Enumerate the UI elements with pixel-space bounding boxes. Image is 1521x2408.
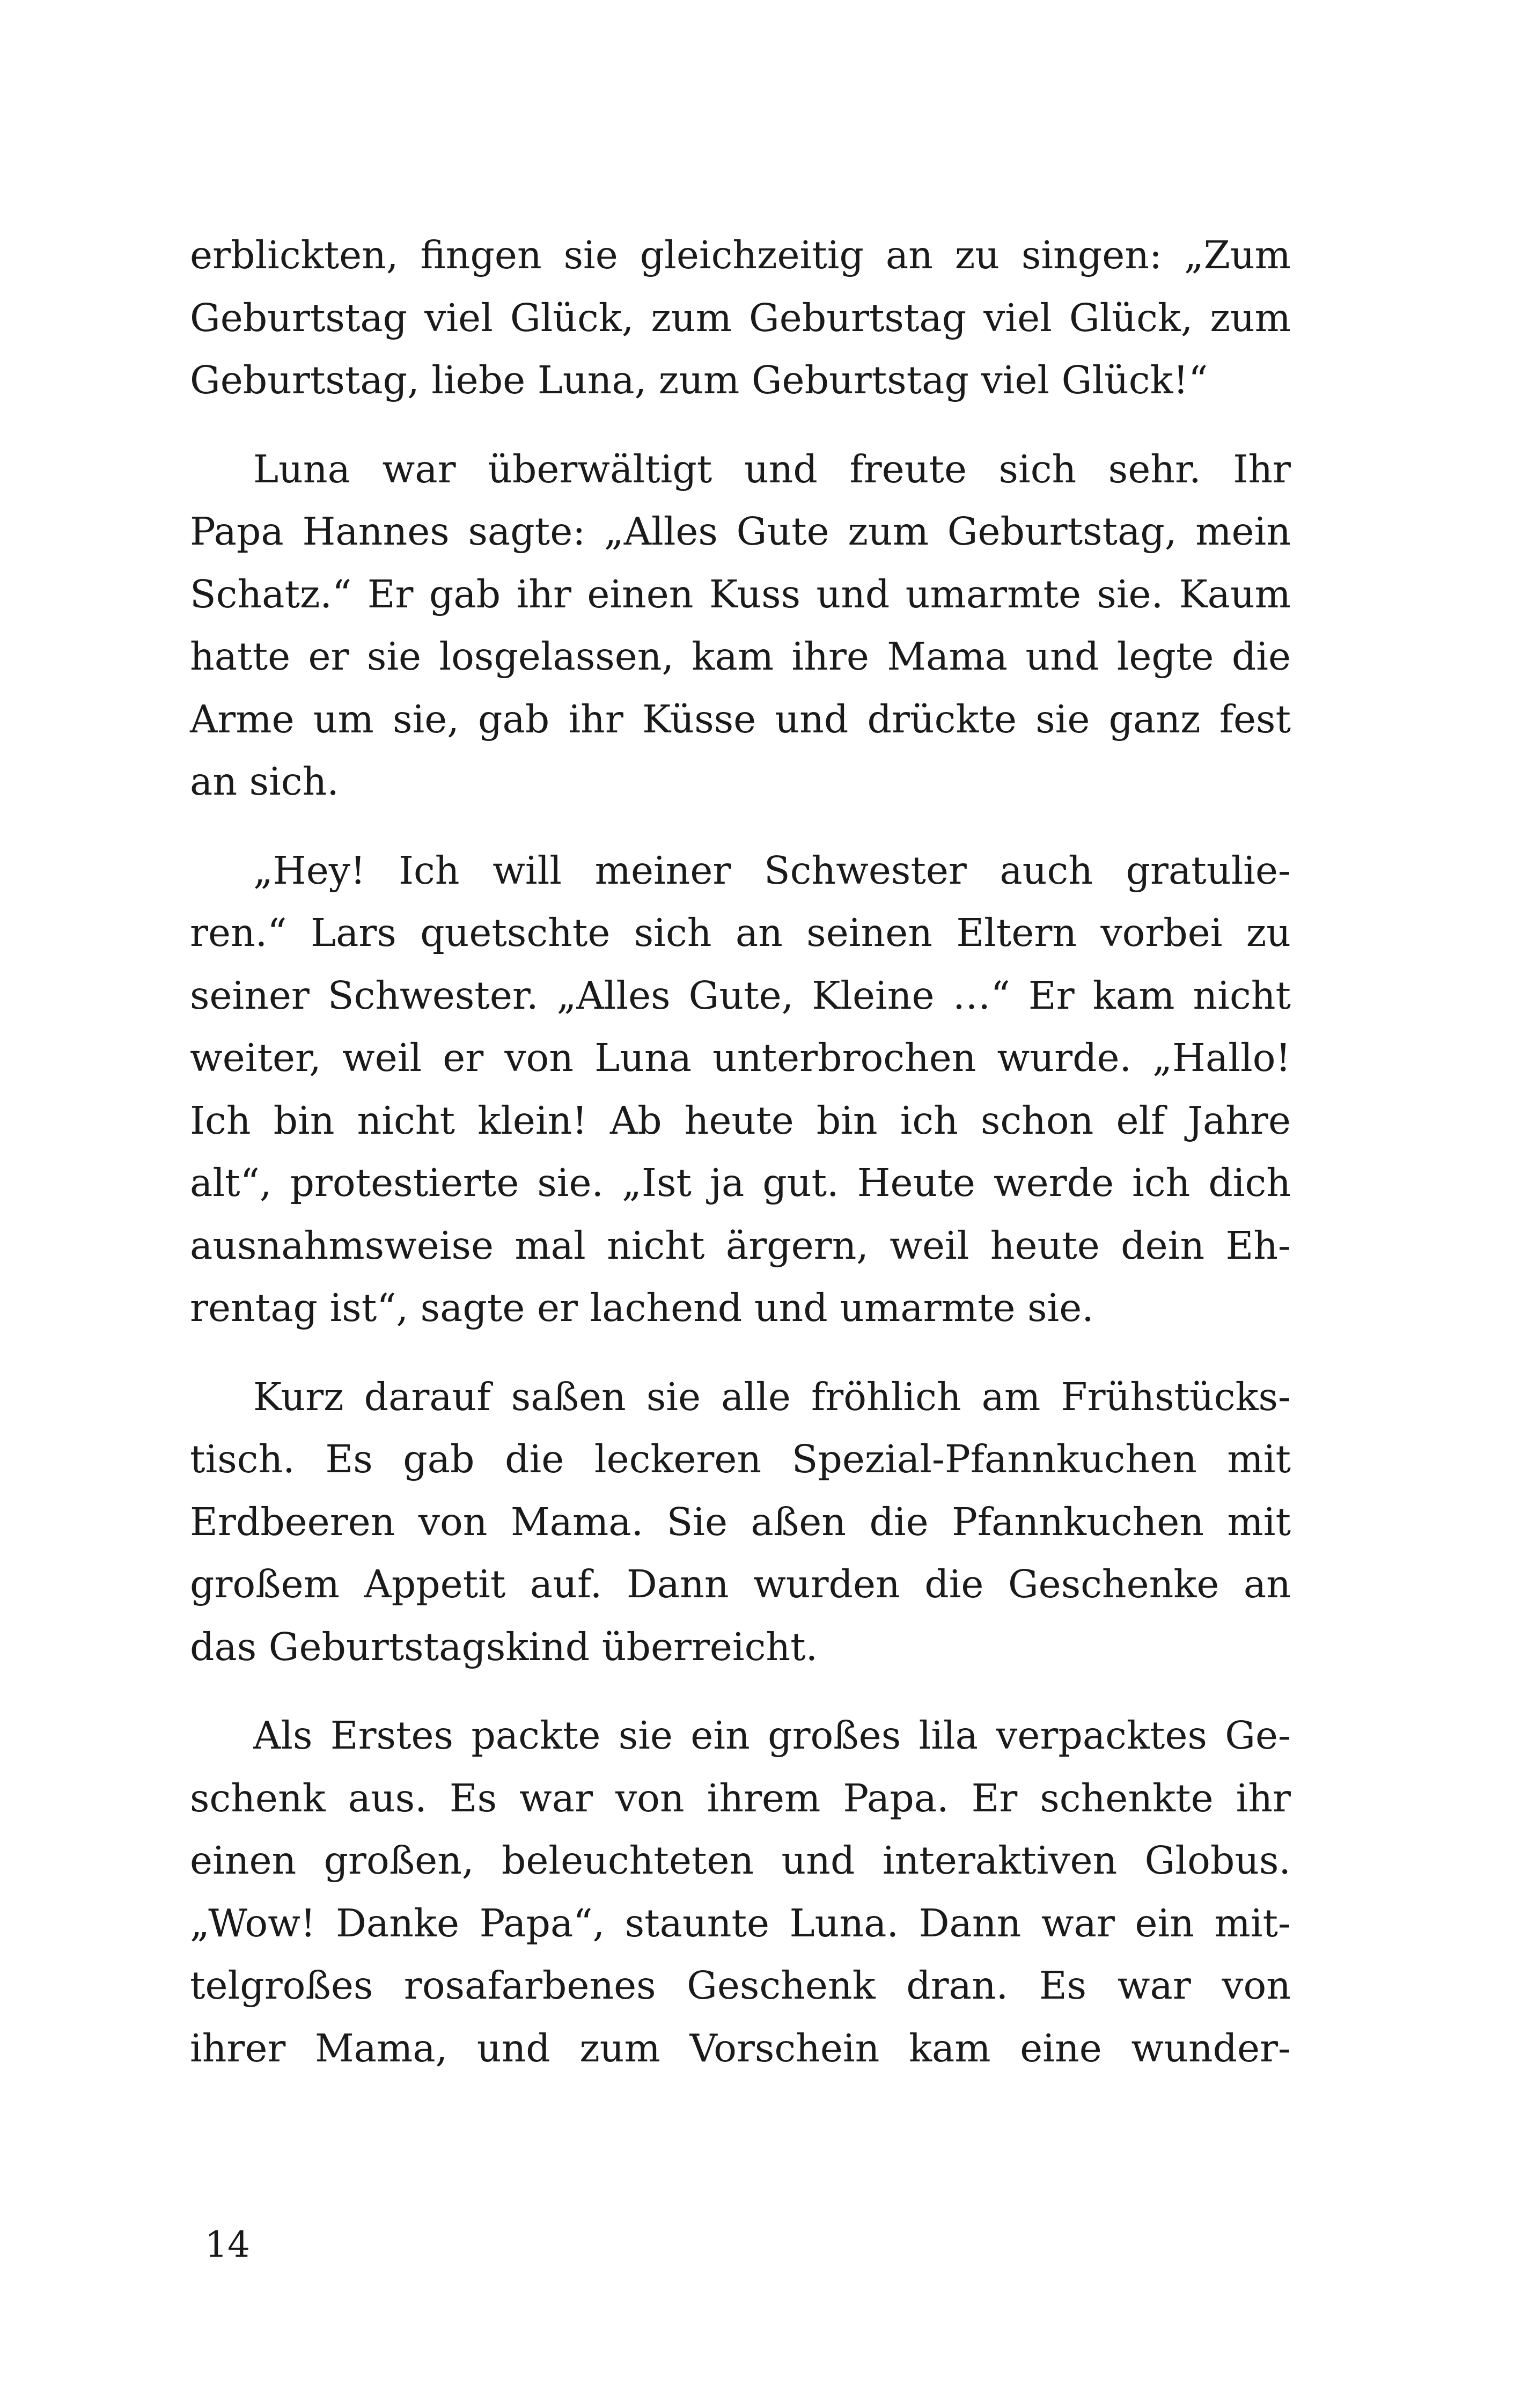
text-line: Geburtstag, liebe Luna, zum Geburtstag viel Glück!“ xyxy=(190,358,1208,402)
text-line: Arme um sie, gab ihr Küsse und drückte sie ganz fest xyxy=(190,696,1291,742)
text-line: tisch. Es gab die leckeren Spezial-Pfannkuchen mit xyxy=(190,1437,1291,1481)
text-line: Schatz.“ Er gab ihr einen Kuss und umarmte sie. Kaum xyxy=(190,571,1291,616)
body-text xyxy=(190,224,1291,2106)
text-line: alt“, protestierte sie. „Ist ja gut. Heute werde ich dich xyxy=(190,1161,1291,1205)
text-line: weiter, weil er von Luna unterbrochen wurde. „Hallo! xyxy=(190,1036,1291,1080)
paragraph-2 xyxy=(190,438,1291,813)
text-line: Luna war überwältigt und freute sich sehr. Ihr xyxy=(253,446,1291,491)
text-line: an sich. xyxy=(190,759,339,804)
paragraph-5 xyxy=(190,1705,1291,2080)
text-line: großem Appetit auf. Dann wurden die Geschenke an xyxy=(190,1562,1291,1606)
text-line: „Wow! Danke Papa“, staunte Luna. Dann war ein mit- xyxy=(190,1900,1291,1946)
text-line: schenk aus. Es war von ihrem Papa. Er schenkte ihr xyxy=(190,1775,1291,1820)
text-line: rentag ist“, sagte er lachend und umarmte sie. xyxy=(190,1286,1094,1330)
text-line: einen großen, beleuchteten und interaktiven Globus. xyxy=(190,1838,1291,1883)
page-number: 14 xyxy=(205,2224,250,2265)
text-line: Ich bin nicht klein! Ab heute bin ich schon elf Jahre xyxy=(190,1098,1291,1143)
text-line: das Geburtstagskind überreicht. xyxy=(190,1624,818,1669)
text-line: Geburtstag viel Glück, zum Geburtstag viel Glück, zum xyxy=(190,295,1291,340)
text-line: Papa Hannes sagte: „Alles Gute zum Geburtstag, mein xyxy=(190,509,1291,554)
paragraph-4 xyxy=(190,1366,1291,1679)
text-line: Als Erstes packte sie ein großes lila verpacktes Ge- xyxy=(253,1713,1291,1758)
text-line: Kurz darauf saßen sie alle fröhlich am Frühstücks- xyxy=(253,1374,1291,1419)
text-line: Erdbeeren von Mama. Sie aßen die Pfannkuchen mit xyxy=(190,1499,1291,1544)
text-line: ausnahmsweise mal nicht ärgern, weil heute dein Eh- xyxy=(190,1223,1291,1268)
paragraph-1 xyxy=(190,224,1291,412)
paragraph-3 xyxy=(190,840,1291,1340)
text-line: telgroßes rosafarbenes Geschenk dran. Es war von xyxy=(190,1963,1291,2008)
text-line: ren.“ Lars quetschte sich an seinen Eltern vorbei zu xyxy=(190,911,1291,955)
text-line: erblickten, fingen sie gleichzeitig an zu singen: „Zum xyxy=(190,233,1291,277)
text-line: hatte er sie losgelassen, kam ihre Mama und legte die xyxy=(190,634,1291,679)
text-line: seiner Schwester. „Alles Gute, Kleine …“ Er kam nicht xyxy=(190,973,1291,1018)
text-line: ihrer Mama, und zum Vorschein kam eine wunder- xyxy=(190,2025,1291,2071)
text-line: „Hey! Ich will meiner Schwester auch gratulie- xyxy=(253,848,1291,893)
